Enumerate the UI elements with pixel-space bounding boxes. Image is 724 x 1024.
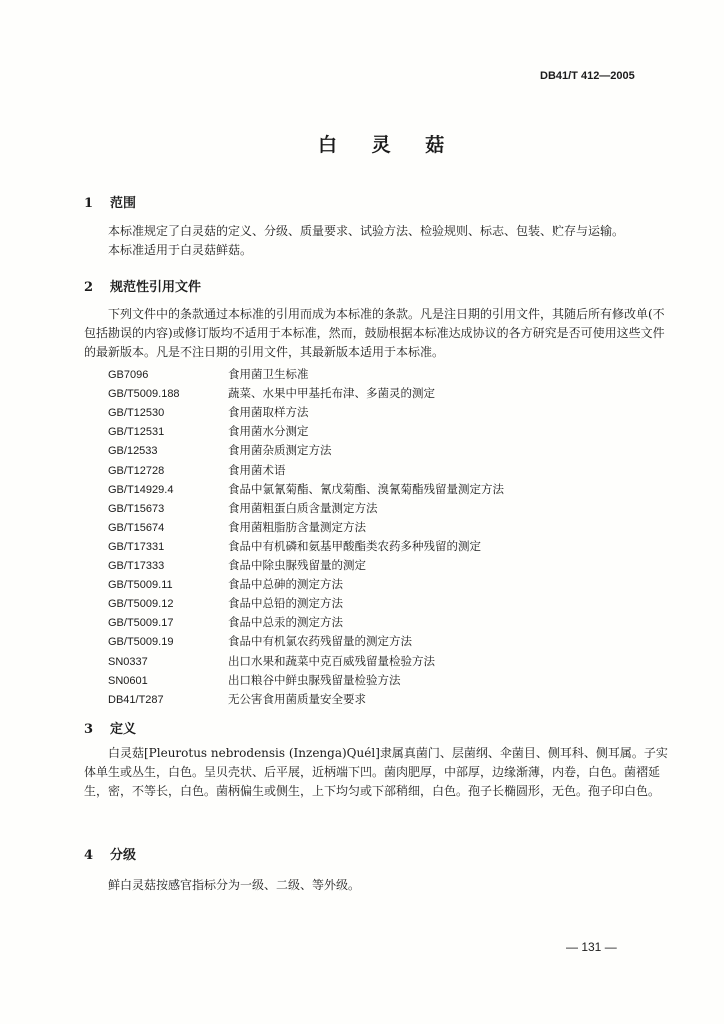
reference-name: 食用菌术语 [228, 462, 286, 477]
reference-row [108, 384, 435, 402]
grading-paragraph: 鲜白灵菇按感官指标分为一级、二级、等外级。 [108, 878, 361, 892]
reference-row [108, 690, 366, 708]
section-number: 3 [84, 722, 94, 737]
reference-code: GB/T14929.4 [108, 483, 174, 496]
reference-code: GB/12533 [108, 445, 158, 458]
reference-row [108, 422, 309, 440]
page-number: — 131 — [566, 940, 617, 954]
section-1-heading [84, 192, 136, 211]
reference-row [108, 671, 401, 689]
reference-name: 食品中有机氯农药残留量的测定方法 [228, 634, 412, 649]
section-4-heading [84, 844, 136, 863]
reference-row [108, 499, 378, 517]
reference-code: SN0601 [108, 674, 148, 687]
reference-code: GB/T5009.188 [108, 388, 180, 401]
section-number: 4 [84, 848, 94, 863]
reference-row [108, 403, 309, 421]
reference-code: GB/T17331 [108, 540, 165, 553]
reference-row [108, 556, 366, 574]
definition-paragraph: 白灵菇[Pleurotus nebrodensis (Inzenga)Quél]隶属真菌门、层菌纲、伞菌目、侧耳科、侧耳属。子实体单生或丛生，白色。呈贝壳状、后平展，近柄端下凹。菌肉肥厚，中部厚，边缘渐薄，内卷，白色。菌褶延生，密，不等长，白色。菌柄偏生或侧生，上下均匀或下部稍细，白色。孢子长椭圆形，无色。孢子印白色。 [84, 746, 668, 798]
reference-name: 食用菌水分测定 [228, 424, 309, 439]
reference-name: 食用菌粗蛋白质含量测定方法 [228, 500, 378, 515]
section-2-heading [84, 276, 201, 295]
reference-code: GB/T12531 [108, 426, 165, 439]
section-3-heading [84, 718, 136, 737]
reference-code: SN0337 [108, 655, 148, 668]
section-title: 范围 [110, 196, 137, 211]
reference-name: 出口水果和蔬菜中克百威残留量检验方法 [228, 653, 435, 668]
reference-name: 食品中有机磷和氨基甲酸酯类农药多种残留的测定 [228, 538, 481, 553]
reference-name: 食用菌粗脂肪含量测定方法 [228, 519, 366, 534]
reference-row [108, 613, 343, 631]
reference-name: 无公害食用菌质量安全要求 [228, 691, 366, 706]
reference-name: 食品中总铅的测定方法 [228, 596, 343, 611]
reference-code: GB/T15673 [108, 502, 165, 515]
reference-name: 食品中除虫脲残留量的测定 [228, 558, 366, 572]
reference-row [108, 537, 481, 555]
reference-row [108, 518, 366, 536]
section-number: 1 [84, 196, 94, 211]
reference-row [108, 652, 435, 670]
reference-code: GB/T5009.11 [108, 579, 173, 592]
reference-name: 食用菌取样方法 [228, 405, 309, 420]
section-title: 规范性引用文件 [110, 280, 202, 295]
reference-code: GB7096 [108, 369, 149, 381]
scope-paragraph-2: 本标准适用于白灵菇鲜菇。 [108, 243, 253, 257]
reference-code: DB41/T287 [108, 693, 164, 706]
reference-code: GB/T17333 [108, 560, 165, 572]
normative-intro: 下列文件中的条款通过本标准的引用而成为本标准的条款。凡是注日期的引用文件，其随后所有修改单(不包括勘误的内容)或修订版均不适用于本标准，然而，鼓励根据本标准达成协议的各方研究是否可使用这些文件的最新版本。凡是不注日期的引用文件，其最新版本适用于本标准。 [84, 307, 665, 359]
document-title: 白 灵 菇 [318, 134, 459, 156]
reference-code: GB/T5009.17 [108, 617, 174, 630]
standard-code: DB41/T 412—2005 [540, 70, 635, 82]
reference-name: 食品中总砷的测定方法 [228, 577, 343, 592]
reference-row [108, 365, 309, 383]
reference-name: 食品中氯氰菊酯、氰戊菊酯、溴氰菊酯残留量测定方法 [228, 481, 504, 496]
reference-name: 食用菌杂质测定方法 [228, 443, 332, 458]
reference-row [108, 480, 504, 498]
reference-code: GB/T12728 [108, 464, 165, 477]
section-title: 分级 [110, 848, 137, 863]
reference-code: GB/T15674 [108, 521, 165, 534]
reference-code: GB/T12530 [108, 407, 165, 420]
reference-code: GB/T5009.19 [108, 636, 174, 649]
reference-name: 食品中总汞的测定方法 [228, 615, 343, 630]
reference-row [108, 441, 332, 459]
reference-row [108, 632, 412, 650]
reference-row [108, 461, 286, 479]
reference-name: 食用菌卫生标准 [228, 367, 309, 381]
section-title: 定义 [110, 722, 137, 737]
reference-code: GB/T5009.12 [108, 598, 174, 611]
scope-paragraph-1: 本标准规定了白灵菇的定义、分级、质量要求、试验方法、检验规则、标志、包装、贮存与运输。 [108, 224, 625, 238]
reference-name: 蔬菜、水果中甲基托布津、多菌灵的测定 [228, 386, 435, 401]
section-number: 2 [84, 280, 94, 295]
reference-row [108, 575, 343, 593]
reference-row [108, 594, 343, 612]
reference-name: 出口粮谷中鲜虫脲残留量检验方法 [228, 672, 401, 687]
